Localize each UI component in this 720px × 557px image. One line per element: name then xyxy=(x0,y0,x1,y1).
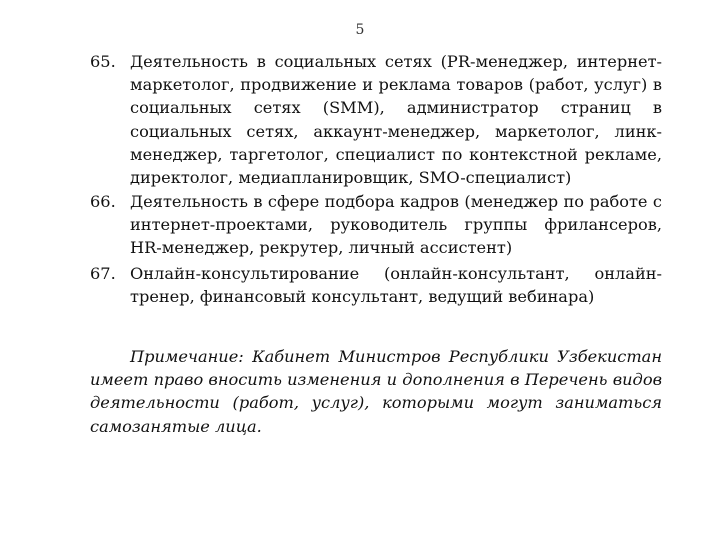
list-item xyxy=(90,190,662,260)
item-number: 66. xyxy=(90,192,116,211)
list-item xyxy=(90,262,662,308)
note-paragraph: Примечание: Кабинет Министров Республики Узбекистан имеет право вносить изменения и дополнения в Перечень видов деятельности (работ, услуг), которыми могут заниматься самозанятые лица. xyxy=(90,347,662,436)
item-number: 67. xyxy=(90,264,116,283)
item-text: Деятельность в сфере подбора кадров (менеджер по работе с интернет-проектами, руководитель группы фрилансеров, HR-менеджер, рекрутер, личный ассистент) xyxy=(130,192,662,258)
list-item xyxy=(90,50,662,189)
page-number: 5 xyxy=(355,22,365,38)
item-text: Деятельность в социальных сетях (PR-менеджер, интернет-маркетолог, продвижение и реклама товаров (работ, услуг) в социальных сетях (SMM), администратор страниц в социальных сетях, аккаунт-менеджер, маркетолог, линк-менеджер, таргетолог, специалист по контекстной рекламе, директолог, медиапланировщик, SMO-специалист) xyxy=(130,52,662,188)
item-text: Онлайн-консультирование (онлайн-консультант, онлайн-тренер, финансовый консультант, ведущий вебинара) xyxy=(130,264,662,307)
item-number: 65. xyxy=(90,52,116,71)
